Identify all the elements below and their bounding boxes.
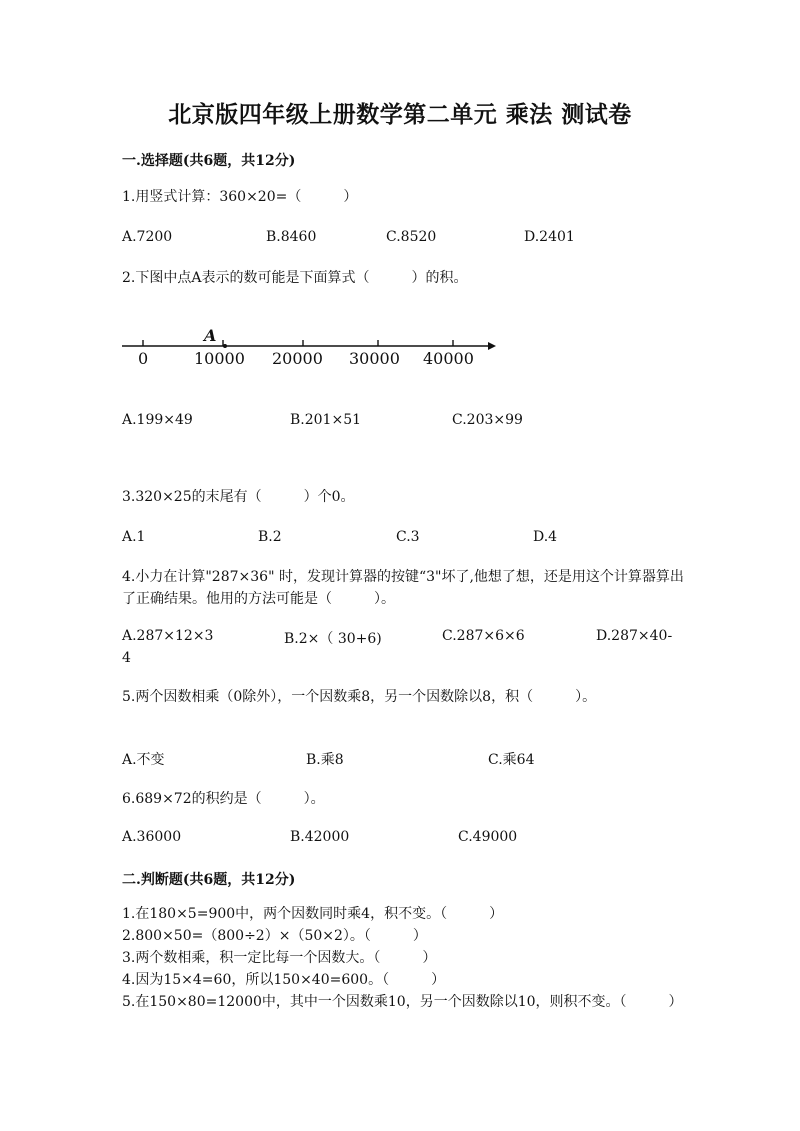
tick-label-10000: 10000 <box>194 349 245 368</box>
number-line-figure <box>118 326 498 372</box>
q1-option-c: C.8520 <box>386 229 437 245</box>
q3-option-d: D.4 <box>533 529 558 545</box>
q4-option-d-wrap: 4 <box>122 650 131 666</box>
section-heading-choice: 一.选择题(共6题，共12分) <box>122 153 296 169</box>
judge-item-5: 5.在150×80=12000中，其中一个因数乘10，另一个因数除以10，则积不变。（ ） <box>122 994 683 1010</box>
q4-option-a: A.287×12×3 <box>122 628 214 644</box>
q5-option-c: C.乘64 <box>488 752 535 768</box>
tick-label-40000: 40000 <box>423 349 474 368</box>
question-5: 5.两个因数相乘（0除外），一个因数乘8，另一个因数除以8，积（ ）。 <box>122 689 597 705</box>
question-1: 1.用竖式计算：360×20=（ ） <box>122 189 358 205</box>
q1-option-d: D.2401 <box>524 229 575 245</box>
question-3: 3.320×25的末尾有（ ）个0。 <box>122 489 355 505</box>
q3-option-b: B.2 <box>258 529 282 545</box>
judge-item-3: 3.两个数相乘，积一定比每一个因数大。（ ） <box>122 950 437 966</box>
q6-option-c: C.49000 <box>458 829 518 845</box>
tick-label-0: 0 <box>138 349 149 368</box>
q4-option-b: B.2×（ 30+6) <box>284 631 382 647</box>
q1-option-b: B.8460 <box>266 229 317 245</box>
q4-option-c: C.287×6×6 <box>442 628 525 644</box>
q5-option-a: A.不变 <box>122 752 165 768</box>
q2-option-c: C.203×99 <box>452 412 523 428</box>
judge-item-1: 1.在180×5=900中，两个因数同时乘4，积不变。（ ） <box>122 906 504 922</box>
q4-option-d: D.287×40- <box>596 628 673 644</box>
question-2: 2.下图中点A表示的数可能是下面算式（ ）的积。 <box>122 270 468 286</box>
q6-option-b: B.42000 <box>290 829 350 845</box>
section-heading-judgment: 二.判断题(共6题，共12分) <box>122 872 296 888</box>
judge-item-4: 4.因为15×4=60，所以150×40=600。（ ） <box>122 972 446 988</box>
point-a-marker <box>223 344 227 348</box>
page-title: 北京版四年级上册数学第二单元 乘法 测试卷 <box>168 101 632 128</box>
q2-option-b: B.201×51 <box>290 412 362 428</box>
question-4: 4.小力在计算"287×36" 时，发现计算器的按键“3"坏了,他想了想，还是用这个计算器算出了正确结果。他用的方法可能是（ ）。 <box>122 569 684 607</box>
q1-option-a: A.7200 <box>122 229 173 245</box>
point-a-label: A <box>204 326 217 345</box>
tick-label-20000: 20000 <box>272 349 323 368</box>
judge-item-2: 2.800×50=（800÷2）×（50×2）。（ ） <box>122 928 427 944</box>
q6-option-a: A.36000 <box>122 829 182 845</box>
arrow-head-icon <box>488 342 496 350</box>
q2-option-a: A.199×49 <box>122 412 193 428</box>
question-6: 6.689×72的积约是（ ）。 <box>122 791 325 807</box>
q3-option-a: A.1 <box>122 529 146 545</box>
tick-label-30000: 30000 <box>349 349 400 368</box>
q3-option-c: C.3 <box>396 529 420 545</box>
q5-option-b: B.乘8 <box>306 752 344 768</box>
